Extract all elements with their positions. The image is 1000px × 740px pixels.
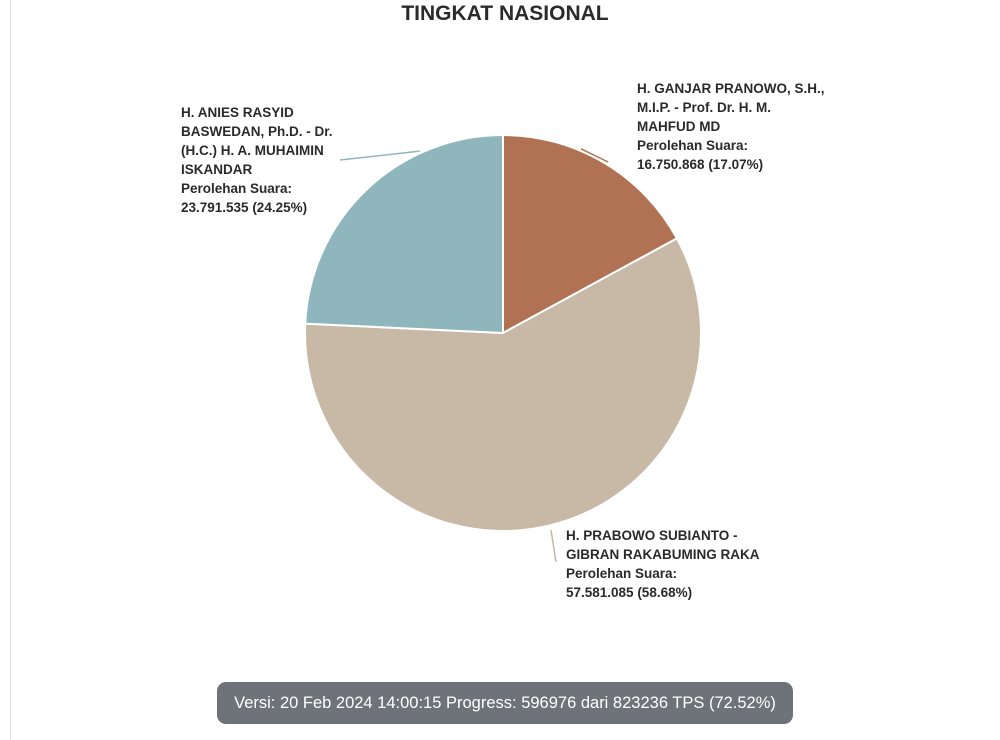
chart-title: TINGKAT NASIONAL [401,2,609,25]
slice-label-votes-caption: Perolehan Suara: [566,566,678,581]
slice-label-votes-caption: Perolehan Suara: [181,181,293,196]
slice-label-name: H. GANJAR PRANOWO, S.H., M.I.P. - Prof. Dr. H. M. MAHFUD MD [637,81,825,134]
slice-label-votes-value: 57.581.085 (58.68%) [566,585,693,600]
leader-line [551,530,556,562]
slice-label-votes-caption: Perolehan Suara: [637,138,749,153]
slice-label-votes-value: 23.791.535 (24.25%) [181,200,308,215]
slice-label-ganjar [637,79,827,174]
slice-label-prabowo [566,526,766,602]
slice-label-name: H. ANIES RASYID BASWEDAN, Ph.D. - Dr. (H.C.) H. A. MUHAIMIN ISKANDAR [181,105,333,177]
slice-label-votes-value: 16.750.868 (17.07%) [637,157,764,172]
slice-label-anies [181,103,351,217]
slice-label-name: H. PRABOWO SUBIANTO - GIBRAN RAKABUMING RAKA [566,528,760,562]
version-progress-badge: Versi: 20 Feb 2024 14:00:15 Progress: 596976 dari 823236 TPS (72.52%) [217,682,793,724]
